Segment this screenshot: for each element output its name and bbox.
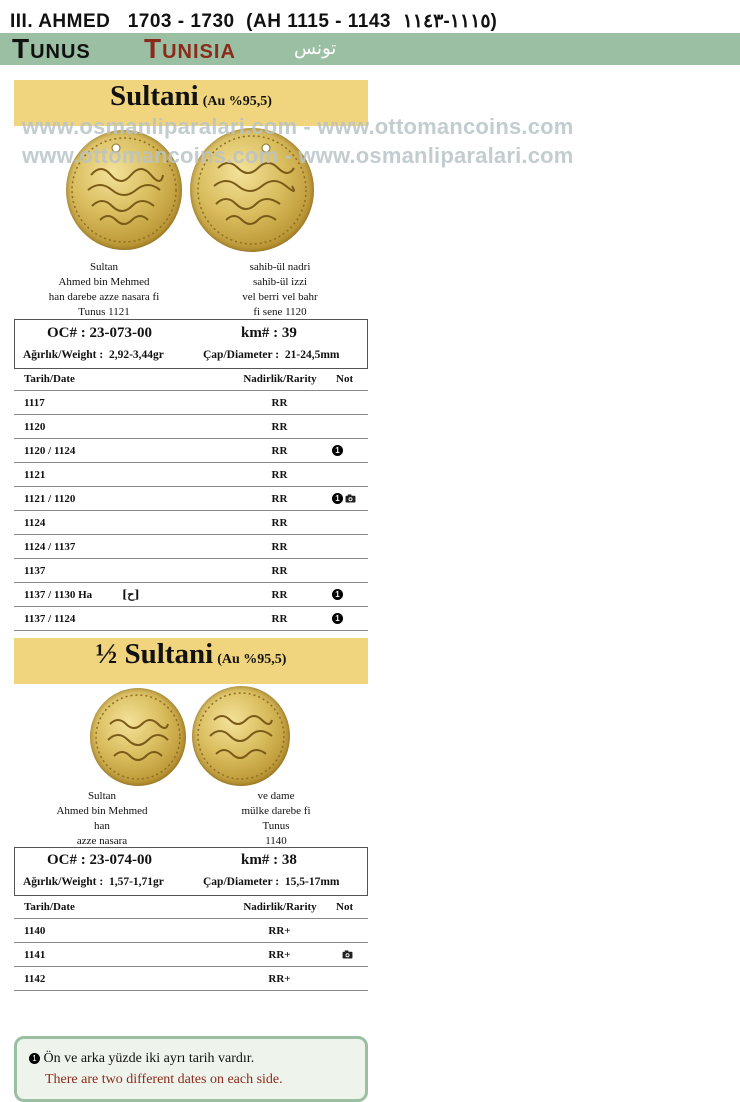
row-rarity: RR [271,469,288,481]
table-row [14,464,368,487]
diameter-value: 15,5-17mm [284,876,340,888]
row-rarity: RR [271,613,288,625]
row-date: 1117 [24,397,45,409]
country-name-turkish: Tunus [12,33,91,64]
legend-line: mülke darebe fi [241,805,311,817]
table-row [14,560,368,583]
km-label: km# : [241,852,279,868]
row-rarity: RR [271,397,288,409]
row-rarity: RR+ [268,973,291,985]
sultani-title: Sultani [110,80,199,112]
row-date: 1120 / 1124 [24,445,76,457]
row-date: 1120 [24,421,46,433]
legend-line: Sultan [89,261,119,273]
row-date: 1137 / 1124 [24,613,76,625]
row-date: 1121 / 1120 [24,493,76,505]
legend-line: Ahmed bin Mehmed [56,805,148,817]
row-date: 1137 / 1130 Ha [24,589,93,601]
country-name-arabic: تونس [294,38,337,59]
legend-line: han darebe azze nasara fi [48,291,160,303]
row-rarity: RR [271,541,288,553]
row-note [332,492,356,504]
table-row [14,488,368,511]
weight-value: 2,92-3,44gr [108,349,164,361]
sultani-metal: (Au %95,5) [202,94,272,109]
photo-icon [342,950,353,959]
row-date: 1137 [24,565,46,577]
legend-line: azze nasara [76,835,128,847]
table-header [14,368,368,391]
row-date: 1121 [24,469,46,481]
km-label: km# : [241,325,279,341]
country-band [0,33,740,65]
row-rarity: RR [271,517,288,529]
km-number [241,325,297,342]
row-date: 1142 [24,973,46,985]
sultani-reverse-legend [200,260,360,320]
column-header-rarity: Nadirlik/Rarity [243,373,317,385]
column-header-note: Not [336,373,354,385]
legend-line: 1140 [265,835,287,847]
legend-line: Sultan [87,790,117,802]
note-number-badge[interactable]: 1 [332,613,343,624]
weight-label: Ağırlık/Weight : [23,349,104,361]
table-row [14,536,368,559]
row-rarity: RR [271,445,288,457]
half-sultani-title: ½ Sultani [95,638,214,670]
table-row [14,512,368,535]
legend-line: Ahmed bin Mehmed [58,276,150,288]
legend-line: fi sene 1120 [253,306,307,318]
half-sultani-info-box [14,847,368,896]
row-rarity: RR [271,589,288,601]
half-sultani-reverse-coin-image [192,686,290,786]
row-note [332,444,343,456]
column-header-note: Not [336,901,354,913]
note-number-badge[interactable]: 1 [332,445,343,456]
legend-line: sahib-ül izzi [252,276,308,288]
row-rarity: RR+ [268,925,291,937]
watermark-line-1: www.osmanliparalari.com - www.ottomancoins.com [22,114,574,139]
legend-line: Tunus 1121 [78,306,130,318]
photo-icon [345,494,356,503]
oc-number [47,852,152,869]
oc-value: 23-074-00 [89,852,152,868]
footnote-text-english: There are two different dates on each side. [45,1072,283,1087]
km-value: 38 [281,852,297,868]
row-date: 1140 [24,925,46,937]
diameter-value: 21-24,5mm [284,349,340,361]
half-sultani-header [14,638,368,684]
oc-value: 23-073-00 [89,325,152,341]
row-date: 1141 [24,949,46,961]
km-value: 39 [281,325,297,341]
table-row [14,440,368,463]
half-sultani-metal: (Au %95,5) [217,652,287,667]
weight-label: Ağırlık/Weight : [23,876,104,888]
weight [23,349,164,361]
table-row [14,584,368,607]
table-header [14,896,368,919]
sultani-info-box [14,319,368,369]
row-date: 1124 [24,517,46,529]
sultani-obverse-legend [24,260,184,320]
row-rarity: RR [271,565,288,577]
diameter [203,349,340,361]
row-rarity: RR [271,493,288,505]
row-date: 1124 / 1137 [24,541,76,553]
half-sultani-obverse-coin-image [90,688,186,786]
note-number-badge[interactable]: 1 [332,589,343,600]
legend-line: ve dame [257,790,295,802]
footnote-text-turkish: Ön ve arka yüzde iki ayrı tarih vardır. [43,1051,255,1066]
table-row [14,608,368,631]
column-header-date: Tarih/Date [24,901,75,913]
table-row [14,968,368,991]
footnote-number-badge: 1 [29,1053,40,1064]
row-note [332,612,343,624]
row-rarity: RR [271,421,288,433]
half-sultani-reverse-legend [196,789,356,849]
half-sultani-obverse-legend [22,789,182,849]
row-note [340,948,353,960]
diameter-label: Çap/Diameter : [203,876,280,888]
column-header-rarity: Nadirlik/Rarity [243,901,317,913]
half-sultani-table [14,896,368,991]
oc-label: OC# : [47,852,86,868]
table-row [14,944,368,967]
row-rarity: RR+ [268,949,291,961]
legend-line: han [94,820,110,832]
oc-label: OC# : [47,325,86,341]
page-title: III. AHMED 1703 - 1730 (AH 1115 - 1143 ١١١٥-١١٤٣) [10,11,498,32]
note-number-badge[interactable]: 1 [332,493,343,504]
oc-number [47,325,152,342]
legend-line: sahib-ül nadri [249,261,311,273]
country-name-english: Tunisia [144,33,236,64]
table-row [14,392,368,415]
diameter-label: Çap/Diameter : [203,349,280,361]
table-row [14,416,368,439]
table-row [14,920,368,943]
sultani-table [14,368,368,631]
legend-line: vel berri vel bahr [242,291,318,303]
weight [23,876,164,888]
column-header-date: Tarih/Date [24,373,75,385]
km-number [241,852,297,869]
footnote-turkish [29,1051,254,1067]
mint-mark: [ح] [122,588,140,601]
row-note [332,588,343,600]
watermark-line-2: www.ottomancoins.com - www.osmanliparalari.com [22,143,574,168]
diameter [203,876,340,888]
weight-value: 1,57-1,71gr [108,876,164,888]
legend-line: Tunus [262,820,290,832]
footnote-box [14,1036,368,1102]
